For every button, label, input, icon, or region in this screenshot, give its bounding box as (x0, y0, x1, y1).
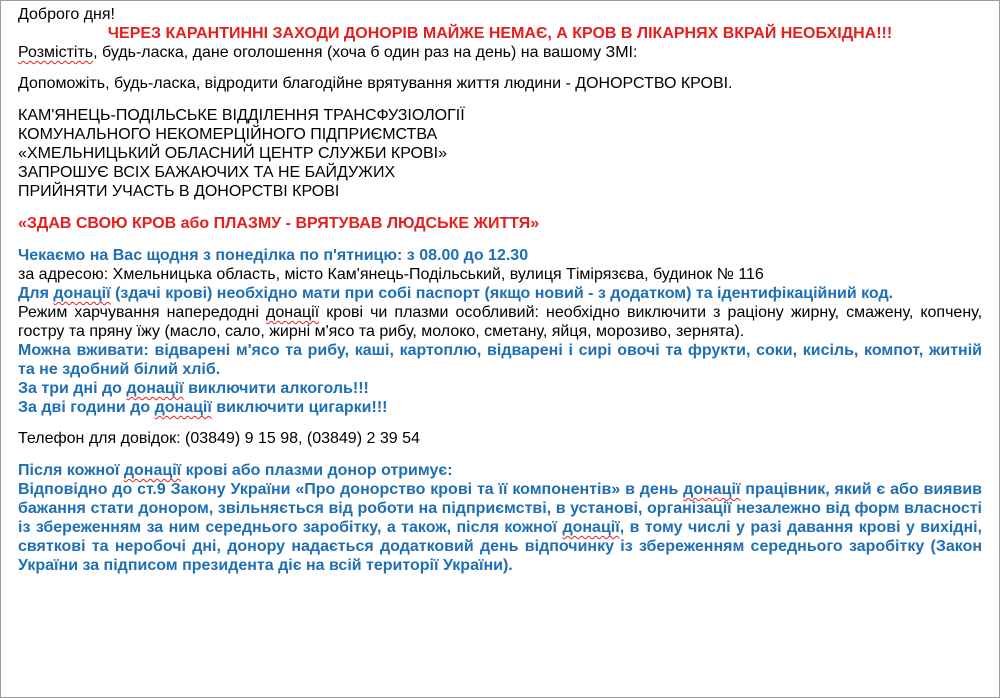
slogan: «ЗДАВ СВОЮ КРОВ або ПЛАЗМУ - ВРЯТУВАВ ЛЮДСЬКЕ ЖИТТЯ» (18, 215, 540, 232)
diet-text-2: крові чи плазми особливий: необхідно виключити з раціону жирну, смажену, копчену, гостру та пряну їжу (масло, сало, жирні м'ясо та рибу, молоко, сметану, яйця, морозиво, зернята). (18, 304, 983, 340)
allowed-foods: Можна вживати: відварені м'ясо та рибу, каші, картоплю, відварені і сирі овочі та фрукти, соки, кисіль, компот, житній та не здобний білий хліб. (18, 342, 982, 378)
benefits-text-3: , в тому числі у разі давання крові у вихідні, святкові та неробочі дні, донору надається додатковий день відпочинку із збереженням середнього заробітку (Закон України за підписом президента діє на всій території України). (18, 519, 982, 574)
org-line-5: ПРИЙНЯТИ УЧАСТЬ В ДОНОРСТВІ КРОВІ (18, 183, 340, 200)
benefits-head-2: крові або плазми донор отримує: (181, 462, 453, 479)
help-line: Допоможіть, будь-ласка, відродити благодійне врятування життя людини - ДОНОРСТВО КРОВІ. (18, 75, 733, 92)
org-line-1: КАМ'ЯНЕЦЬ-ПОДІЛЬСЬКЕ ВІДДІЛЕННЯ ТРАНСФУЗІОЛОГІЇ (18, 107, 465, 124)
org-line-3: «ХМЕЛЬНИЦЬКИЙ ОБЛАСНИЙ ЦЕНТР СЛУЖБИ КРОВІ» (18, 145, 448, 162)
spellcheck-word: донації (683, 481, 741, 498)
organization-block (18, 106, 982, 201)
spellcheck-word: донації (154, 399, 212, 416)
spellcheck-word: донації (562, 519, 620, 536)
benefits-text-2: працівник, який є або виявив бажання стати донором, звільняється від роботи на підприємстві, в установі, організації незалежно від форм власності із збереженням за ним середнього заробітку, а також, після кожної (18, 481, 982, 536)
spellcheck-word: донації (126, 380, 184, 397)
request-text: , будь-ласка, дане оголошення (хоча б один раз на день) на вашому ЗМІ: (93, 44, 638, 61)
diet-text-1: Режим харчування напередодні (18, 304, 266, 321)
alcohol-text-2: виключити алкоголь!!! (183, 380, 369, 397)
address-line: за адресою: Хмельницька область, місто Кам'янець-Подільський, вулиця Тімірязєва, будинок № 116 (18, 266, 764, 283)
benefits-paragraph (18, 480, 982, 575)
smoking-warning (18, 398, 982, 417)
benefits-heading (18, 461, 982, 480)
documents-text-1: Для (18, 285, 54, 302)
schedule-line: Чекаємо на Вас щодня з понеділка по п'ятницю: з 08.00 до 12.30 (18, 247, 529, 264)
greeting: Доброго дня! (18, 6, 115, 23)
request-line (18, 43, 982, 62)
alcohol-warning (18, 379, 982, 398)
benefits-text-1: Відповідно до ст.9 Закону України «Про донорство крові та її компонентів» в день (18, 481, 684, 498)
spellcheck-word: донації (266, 304, 320, 321)
smoking-text-1: За дві години до (18, 399, 155, 416)
spellcheck-word: донації (123, 462, 182, 479)
diet-paragraph (18, 303, 982, 341)
org-line-4: ЗАПРОШУЄ ВСІХ БАЖАЮЧИХ ТА НЕ БАЙДУЖИХ (18, 164, 396, 181)
phone-line: Телефон для довідок: (03849) 9 15 98, (03849) 2 39 54 (18, 430, 420, 447)
smoking-text-2: виключити цигарки!!! (211, 399, 388, 416)
spellcheck-word: Розмістіть (18, 44, 94, 61)
benefits-head-1: Після кожної (18, 462, 124, 479)
alcohol-text-1: За три дні до (18, 380, 127, 397)
org-line-2: КОМУНАЛЬНОГО НЕКОМЕРЦІЙНОГО ПІДПРИЄМСТВА (18, 126, 438, 143)
documents-text-2: (здачі крові) необхідно мати при собі паспорт (якщо новий - з додатком) та ідентифікаційний код. (110, 285, 894, 302)
alert-heading: ЧЕРЕЗ КАРАНТИННІ ЗАХОДИ ДОНОРІВ МАЙЖЕ НЕМАЄ, А КРОВ В ЛІКАРНЯХ ВКРАЙ НЕОБХІДНА!!! (107, 25, 893, 42)
documents-line (18, 284, 982, 303)
spellcheck-word: донації (53, 285, 111, 302)
